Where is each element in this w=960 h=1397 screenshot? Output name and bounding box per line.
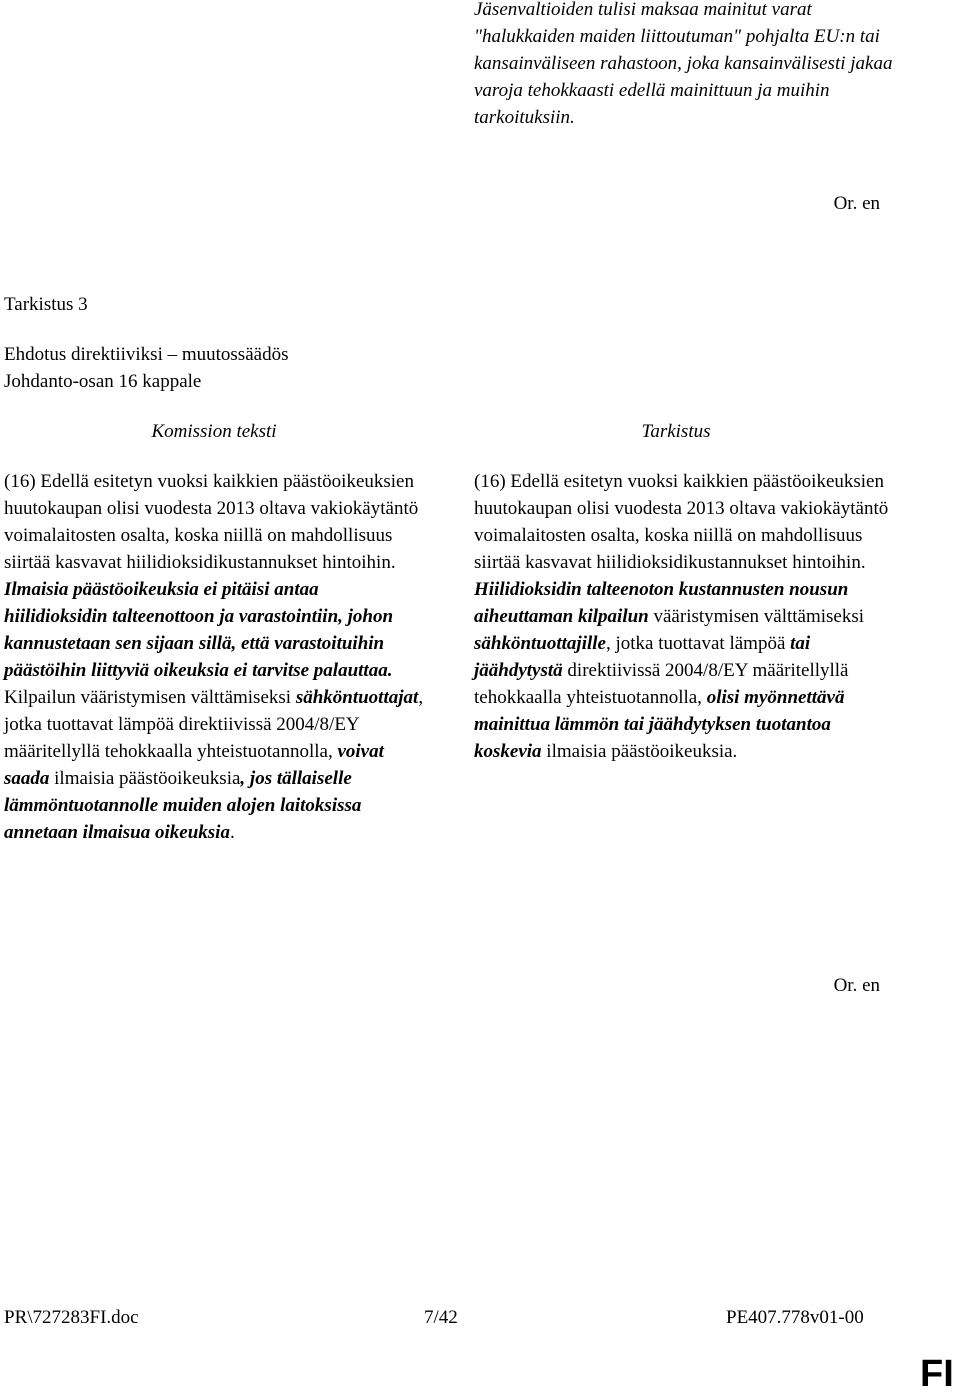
commission-text-emphasis: , jos tällaiselle lämmöntuotannolle muiden alojen laitoksissa annetaan ilmaisua oikeuksia bbox=[4, 768, 362, 843]
language-mark: FI bbox=[920, 1353, 954, 1395]
commission-text-column bbox=[4, 468, 424, 846]
amendment-text-fragment: ilmaisia päästöoikeuksia. bbox=[546, 741, 738, 762]
document-reference: PR\727283FI.doc bbox=[4, 1307, 139, 1328]
section-reference: Johdanto-osan 16 kappale bbox=[4, 371, 202, 392]
top-continuation-text: Jäsenvaltioiden tulisi maksaa mainitut varat "halukkaiden maiden liittoutuman" pohjalta EU:n tai kansainväliseen rahastoon, joka kansainvälisesti jakaa varoja tehokkaasti edellä mainittuun ja muihin tarkoituksiin. bbox=[474, 0, 893, 128]
commission-text-fragment: . bbox=[229, 822, 235, 843]
original-language-label: Or. en bbox=[833, 193, 880, 214]
amendment-text-emphasis: olisi myönnettävä mainittua lämmön tai jäähdytyksen tuotantoa koskevia bbox=[474, 687, 845, 762]
amendment-text-paragraph: (16) Edellä esitetyn vuoksi kaikkien päästöoikeuksien huutokaupan olisi vuodesta 2013 oltava vakiokäytäntö voimalaitosten osalta, koska niillä on mahdollisuus siirtää kasvavat hiilidioksidikustannukset hintoihin. bbox=[474, 471, 889, 573]
commission-text-fragment: ilmaisia päästöoikeuksia bbox=[54, 768, 241, 789]
proposal-title: Ehdotus direktiiviksi – muutossäädös bbox=[4, 344, 289, 365]
amendment-text-emphasis: tai jäähdytystä bbox=[474, 633, 811, 681]
amendment-text-fragment: vääristymisen välttämiseksi bbox=[653, 606, 865, 627]
amendment-column-header: Tarkistus bbox=[641, 421, 711, 442]
amendment-text-fragment: direktiivissä 2004/8/EY määritellyllä tehokkaalla yhteistuotannolla, bbox=[474, 660, 849, 708]
commission-text-deleted-passage: Ilmaisia päästöoikeuksia ei pitäisi antaa hiilidioksidin talteenottoon ja varastointiin, johon kannustetaan sen sijaan sillä, että varastoituihin päästöihin liittyviä oikeuksia ei tarvitse palauttaa. bbox=[4, 579, 394, 681]
commission-text-header: Komission teksti bbox=[151, 421, 277, 442]
commission-text-paragraph: (16) Edellä esitetyn vuoksi kaikkien päästöoikeuksien huutokaupan olisi vuodesta 2013 oltava vakiokäytäntö voimalaitosten osalta, koska niillä on mahdollisuus siirtää kasvavat hiilidioksidikustannukset hintoihin. bbox=[4, 471, 419, 573]
page-number: 7/42 bbox=[424, 1307, 458, 1328]
commission-text-emphasis: sähköntuottajat bbox=[295, 687, 419, 708]
commission-text-fragment: Kilpailun vääristymisen välttämiseksi bbox=[4, 687, 292, 708]
amendment-text-emphasis: Hiilidioksidin talteenoton kustannusten nousun aiheuttaman kilpailun bbox=[474, 579, 849, 627]
amendment-text-column bbox=[474, 468, 894, 765]
amendment-text-emphasis: sähköntuottajille bbox=[474, 633, 606, 654]
original-language-label: Or. en bbox=[833, 975, 880, 996]
commission-text-fragment: , jotka tuottavat lämpöä direktiivissä 2004/8/EY määritellyllä tehokkaalla yhteistuotannolla, bbox=[4, 687, 424, 762]
amendment-title: Tarkistus 3 bbox=[4, 294, 88, 315]
amendment-text-fragment: , jotka tuottavat lämpöä bbox=[605, 633, 786, 654]
pe-reference: PE407.778v01-00 bbox=[726, 1307, 864, 1328]
commission-text-emphasis: voivat saada bbox=[4, 741, 384, 789]
